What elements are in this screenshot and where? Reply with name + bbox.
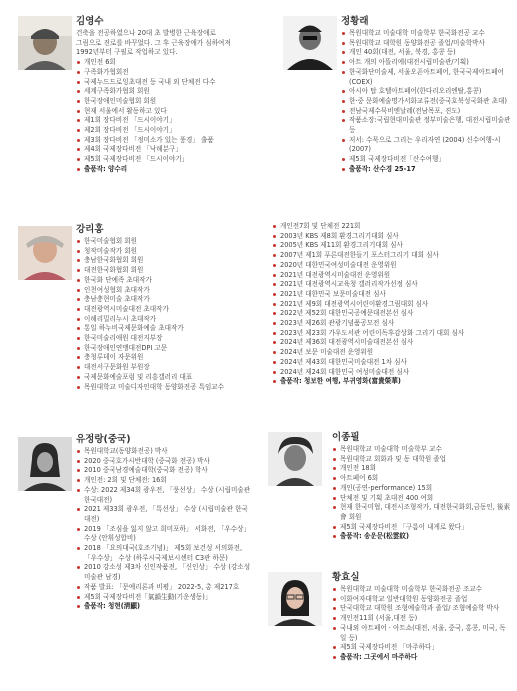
list-item: 저서: 수묵으로 그리는 우리자연 (2004) 신수여행-시(2007) (341, 136, 511, 155)
list-item: 2024년 제24회 대한민국 여성미술대전 심사 (272, 368, 512, 378)
list-item: 수상: 2022 제34회 광우전, 「풍선상」 수상 (시립미술관 한국대전) (76, 486, 254, 505)
list-item: 제5회 국제장다비전「氣韻生動(기운생동)」 (76, 593, 254, 603)
list-item: 아트페어 6회 (332, 474, 512, 484)
list-item: 제5회 국제장다비전 「드시이야기」 (76, 155, 266, 165)
artist-name: 정황래 (341, 16, 369, 27)
work-item: 출품작: 청현(淸顯) (76, 602, 254, 612)
artist-name: 김영수 (76, 16, 104, 27)
artist-name: 황효실 (332, 572, 360, 583)
artist-photo-lee (268, 432, 322, 486)
list-item: 2019 「조심을 잃지 않고 희미포하」 서화전, 「우수상」 수상 (안휘성합비) (76, 525, 254, 544)
artist-intro: 건축을 전공하였으나 20대 초 발병한 근육장애로 그림으로 진로를 바꾸었다. 그 후 근육장애가 심하여져 1992년부터 구필로 작업하고 있다. (76, 29, 231, 57)
list-item: 작품 발표: 「문예리론과 비평」 2022-5, 총 제217호 (76, 583, 254, 593)
artist-career-list (76, 58, 266, 174)
list-item: 인천여성협회 초대작가 (76, 286, 266, 296)
list-item: 개인전11회 (서울,대전 등) (332, 614, 512, 624)
list-item: 제4회 국제장다비전 「낙해분구」 (76, 145, 266, 155)
artist-photo-jung (283, 16, 337, 70)
list-item: 2024년 제36회 대전광역시미술대전본선 심사 (272, 338, 512, 348)
list-item: 국제누드드로잉초대전 등 국내 외 단체전 다수 (76, 78, 266, 88)
artist-career-list (272, 222, 512, 387)
list-item: 개인전 6회 (76, 58, 266, 68)
artist-block-kang-continued (272, 222, 512, 387)
list-item: 2007년 제1회 푸른대전한들기 포스터그리기 대회 심사 (272, 251, 512, 261)
list-item: 통일 하누비국제문화예술 초대작가 (76, 324, 266, 334)
list-item: 청작미술작가 회원 (76, 247, 266, 257)
list-item: 단체전 및 기획 초대전 400 여회 (332, 494, 512, 504)
list-item: 국제문화예술포럼 및 리흥갤러리 대표 (76, 373, 266, 383)
artist-career-list (76, 237, 266, 392)
list-item: 대전광역시미술대전 초대작가 (76, 305, 266, 315)
work-item: 출품작: 청보한 여행, 부귀영화(富貴榮華) (272, 377, 512, 387)
list-item: 국내외 아트페어 · 아트쇼(대전, 서울, 중국, 홍콩, 미국, 독일 등) (332, 624, 512, 643)
list-item: 2023년 제23회 가우도서관 어린이독후감상화 그리기 대회 심사 (272, 329, 512, 339)
list-item: 제5회 국제장다비전「산수여행」 (341, 155, 511, 165)
list-item: 2003년 KBS 제8회 환경그리기대회 심사 (272, 232, 512, 242)
list-item: 개인전: 2회 및 단체전: 16회 (76, 476, 254, 486)
list-item: 개인전 18회 (332, 464, 512, 474)
artist-block-kim (76, 16, 266, 175)
work-item: 출품작: 송운문(松雲紋) (332, 532, 512, 542)
list-item: 한국화단미술제, 서울오픈아트페어, 한국국제아트페어(COEX) (341, 68, 511, 87)
list-item: 2020 중국호가시반대학 (중국화 전공) 박사 (76, 457, 254, 467)
artist-photo-hwang (268, 572, 322, 626)
list-item: 한국미술리애원 대전지부장 (76, 334, 266, 344)
list-item: 대전한국화협회 회원 (76, 266, 266, 276)
list-item: 제5회 국제장다비전 「구름이 내게로 왔다」 (332, 523, 512, 533)
list-item: 개인전7회 및 단체전 221회 (272, 222, 512, 232)
list-item: 2024년 보문 미술대전 운영위원 (272, 348, 512, 358)
list-item: 목원대학교 미술디자인대학 동양화전공 특임교수 (76, 383, 266, 393)
artist-photo-yu (18, 437, 72, 491)
artist-name: 유정랑(중국) (76, 434, 131, 445)
list-item: 현재 서울에서 활동하고 있다 (76, 107, 266, 117)
list-item: 개인 40회(대전, 서울, 북경, 홍콩 등) (341, 48, 511, 58)
artist-block-kang (76, 224, 266, 392)
list-item: 목원대학교 미술대학 미술학부 한국화전공 조교수 (332, 585, 512, 595)
work-item: 출품작: 양수리 (76, 165, 266, 175)
work-item: 출품작: 산수경 25-17 (341, 165, 511, 175)
list-item: 충청루데이 자문위원 (76, 353, 266, 363)
list-item: 목원대학교 미술대학 미술학부 한국화전공 교수 (341, 29, 511, 39)
list-item: 2022년 제52회 대한민국공예문대전본선 심사 (272, 309, 512, 319)
list-item: 2021년 대한민국 보문미술대전 심사 (272, 290, 512, 300)
list-item: 충남충현미술 초대작가 (76, 295, 266, 305)
list-item: 작품소장:국립현대미술관 정부미술은행, 대전시립미술관 등 (341, 116, 511, 135)
list-item: 세계구족화가협회 회원 (76, 87, 266, 97)
artist-block-lee (332, 432, 512, 542)
list-item: 2023년 제26회 관광기념품공모전 심사 (272, 319, 512, 329)
artist-block-yu (76, 434, 254, 612)
list-item: 2021년 제9회 대전광역시어린이환경그림대회 심사 (272, 300, 512, 310)
list-item: 한국화 단예족 초대작가 (76, 276, 266, 286)
artist-career-list (76, 447, 254, 612)
list-item: 목원대학교 미술대학 미술학부 교수 (332, 445, 512, 455)
artist-photo-kang (18, 226, 72, 280)
list-item: 이해리밀리누시 초대작가 (76, 315, 266, 325)
list-item: 목원대학교 대학원 동양화전공 졸업/미술학박사 (341, 39, 511, 49)
artist-block-hwang (332, 572, 512, 663)
list-item: 2024년 제43회 대한민국미술대전 1차 심사 (272, 358, 512, 368)
list-item: 2005년 KBS 제11회 환경그리기대회 심사 (272, 241, 512, 251)
list-item: 현재 한국미협, 대전시조형작가, 대전한국화회,금동인, 後素會 회원 (332, 503, 512, 522)
list-item: 구족화가협회전 (76, 68, 266, 78)
list-item: 2010 중국남경예술대학(중국화 전공) 학사 (76, 466, 254, 476)
list-item: 전남국제수묵비엔날레(전남목포, 진도) (341, 107, 511, 117)
list-item: 개인(공연-performance) 15회 (332, 484, 512, 494)
list-item: 2018 「요의대국(호조기념)」 제5회 보건성 서의화전, 「우수상」 수상 (하루시국제보시센터 C3관 하문) (76, 544, 254, 563)
list-item: 제2회 장다비전 「드시이야기」 (76, 126, 266, 136)
list-item: 2021 제33회 광우전, 「특선상」 수상 (시립미술관 한국대전) (76, 505, 254, 524)
list-item: 2010 강소성 제3차 신인작품전, 「신인상」 수상 (강소성미술관 남경) (76, 563, 254, 582)
artist-photo-kim (18, 16, 72, 70)
list-item: 제1회 장다비전 「드시이야기」 (76, 116, 266, 126)
list-item: 목원대학교 회화과 및 동 대학원 졸업 (332, 455, 512, 465)
artist-career-list (341, 29, 511, 175)
list-item: 2020년 대한민국여성미술대전 운영위원 (272, 261, 512, 271)
list-item: 아시아 탑 호텔아트페어(한다리오리엔탈,홍콩) (341, 87, 511, 97)
list-item: 제5회 국제장다비전 「마주하다」 (332, 643, 512, 653)
work-item: 출품작: 그곳에서 마주하다 (332, 653, 512, 663)
artist-name: 이종필 (332, 432, 360, 443)
list-item: 아트 개의 아뜰리에(대전시립미술관/기획) (341, 58, 511, 68)
list-item: 제3회 장다비전 「정미소가 있는 풍경」 출품 (76, 136, 266, 146)
artist-block-jung (341, 16, 511, 175)
list-item: 이화여자대학교 일반대학원 동양화전공 졸업 (332, 595, 512, 605)
list-item: 충남한국화협회 회원 (76, 256, 266, 266)
list-item: 한국장애인미술협회 회원 (76, 97, 266, 107)
list-item: 한·중 문화예술명가서화교류전(중국호북성국화관 초대) (341, 97, 511, 107)
list-item: 한국미술협회 회원 (76, 237, 266, 247)
artist-name: 강리홍 (76, 224, 104, 235)
artist-career-list (332, 445, 512, 542)
list-item: 목원대학교(동양화전공) 박사 (76, 447, 254, 457)
list-item: 2021년 대전광역시미술대전 운영위원 (272, 271, 512, 281)
artist-career-list (332, 585, 512, 663)
list-item: 대전서구문화원 부원장 (76, 363, 266, 373)
list-item: 2021년 대전광역시교육청 갤러리작가선정 심사 (272, 280, 512, 290)
list-item: 단국대학교 대학원 조형예술학과 졸업/ 조형예술학 박사 (332, 604, 512, 614)
list-item: 한국장애인연맹대전DPI 고문 (76, 344, 266, 354)
